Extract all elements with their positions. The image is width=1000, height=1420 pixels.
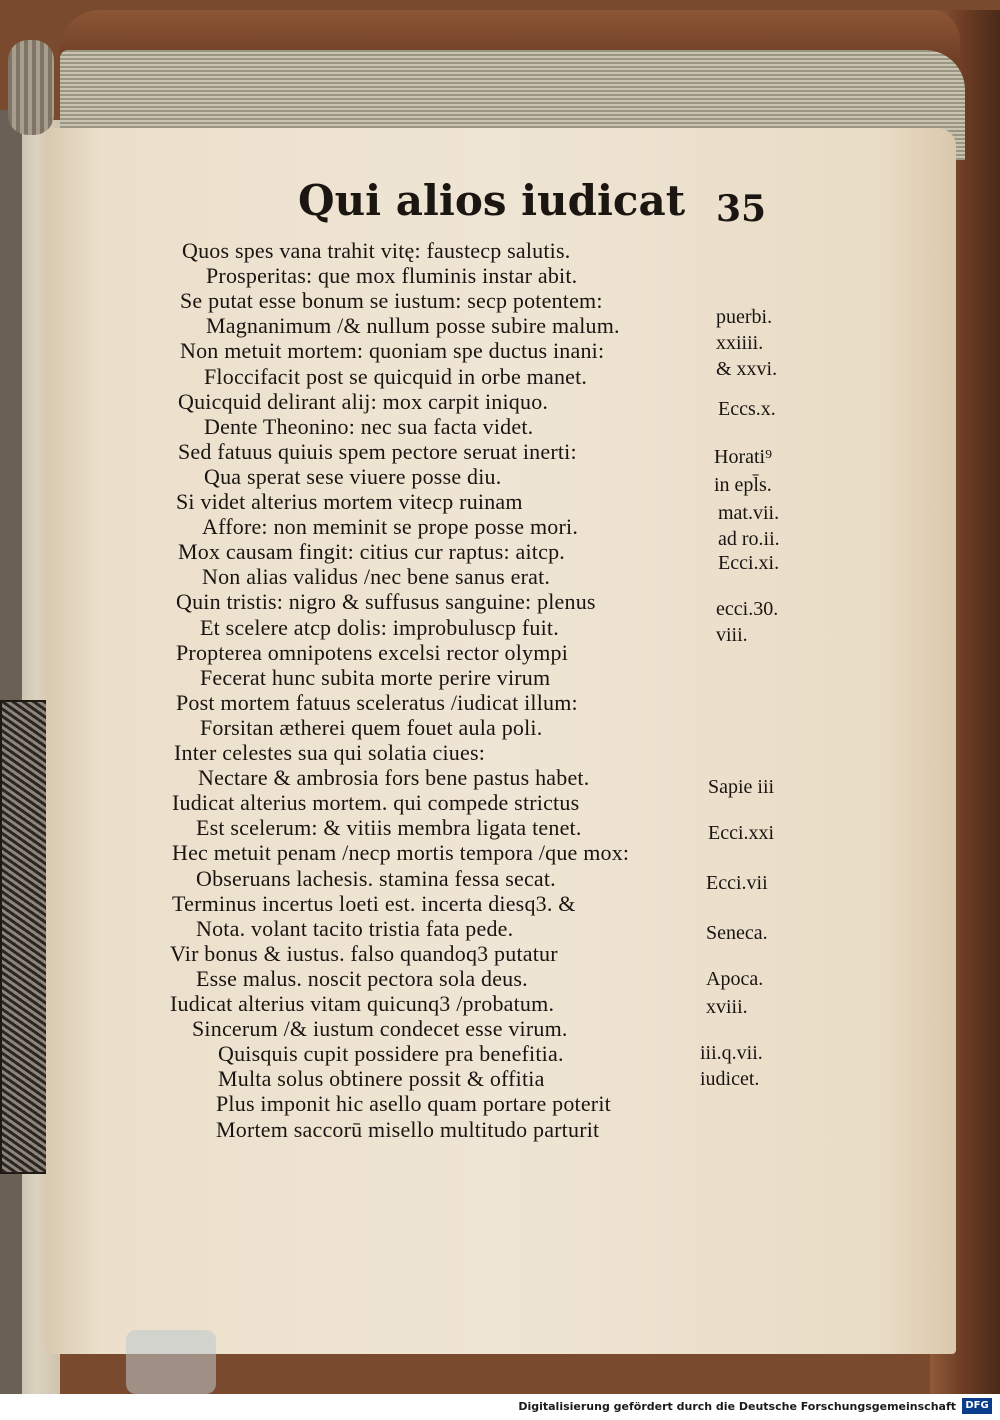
verse-line: Terminus incertus loeti est. incerta diesq3. & — [172, 890, 576, 916]
margin-note: in epl̄s. — [714, 474, 772, 496]
margin-note: & xxvi. — [716, 358, 778, 380]
verse-line: Si videt alterius mortem vitecp ruinam — [176, 489, 523, 514]
verse-line: Floccifacit post se quicquid in orbe manet. — [204, 363, 588, 389]
verse-line: Plus imponit hic asello quam portare poterit — [216, 1091, 611, 1117]
verse-line: Et scelere atcp dolis: improbuluscp fuit. — [200, 614, 559, 640]
margin-note: iudicet. — [700, 1068, 760, 1090]
verse-line: Nota. volant tacito tristia fata pede. — [196, 915, 514, 941]
margin-note: Apoca. — [706, 968, 764, 990]
verse-line: Prosperitas: que mox fluminis instar abit. — [206, 263, 578, 289]
verse-line: Inter celestes sua qui solatia ciues: — [174, 740, 486, 765]
margin-note: xviii. — [706, 996, 748, 1018]
verse-line: Se putat esse bonum se iustum: secp potentem: — [180, 288, 603, 314]
margin-note: xxiiii. — [716, 332, 764, 354]
margin-note: Seneca. — [706, 922, 768, 944]
margin-note: viii. — [716, 624, 748, 646]
verse-line: Quicquid delirant alij: mox carpit iniquo. — [178, 388, 549, 414]
verse-line: Obseruans lachesis. stamina fessa secat. — [196, 865, 556, 891]
verse-line: Sincerum /& iustum condecet esse virum. — [192, 1016, 568, 1042]
verse-line: Quin tristis: nigro & suffusus sanguine: plenus — [176, 589, 596, 615]
margin-note: Ecci.xi. — [718, 552, 780, 574]
verse-line: Propterea omnipotens excelsi rector olympi — [176, 639, 569, 665]
verse-line: Sed fatuus quiuis spem pectore seruat inerti: — [178, 438, 577, 464]
verse-line: Affore: non meminit se prope posse mori. — [202, 514, 579, 540]
verse-line: Nectare & ambrosia fors bene pastus habet. — [198, 765, 590, 791]
verse-line: Vir bonus & iustus. falso quandoq3 putatur — [170, 940, 558, 966]
verse-line: Est scelerum: & vitiis membra ligata tenet. — [196, 815, 582, 841]
margin-note: Ecci.vii — [706, 872, 768, 894]
margin-note: Sapie iii — [708, 776, 775, 798]
verse-line: Magnanimum /& nullum posse subire malum. — [206, 313, 620, 339]
margin-note: mat.vii. — [718, 502, 780, 524]
dfg-logo: DFG — [962, 1398, 992, 1414]
verse-line: Quos spes vana trahit vitę: faustecp salutis. — [182, 238, 571, 263]
verse-line: Quisquis cupit possidere pra benefitia. — [218, 1041, 564, 1067]
verse-line: Mox causam fingit: citius cur raptus: aitcp. — [178, 539, 565, 565]
verse-line: Dente Theonino: nec sua facta videt. — [204, 413, 534, 439]
binding-cord — [8, 40, 54, 135]
margin-note: Eccs.x. — [718, 398, 776, 420]
verse-line: Iudicat alterius mortem. qui compede strictus — [172, 790, 580, 816]
verse-line: Post mortem fatuus sceleratus /iudicat illum: — [176, 689, 578, 715]
margin-note: ecci.30. — [716, 598, 779, 620]
margin-note: puerbi. — [716, 306, 773, 328]
verse-line: Qua sperat sese viuere posse diu. — [204, 463, 502, 489]
margin-note: Ecci.xxi — [708, 822, 775, 844]
folio-number: 35 — [716, 188, 767, 230]
margin-note: Horati⁹ — [714, 446, 773, 468]
verse-line: Hec metuit penam /necp mortis tempora /que mox: — [172, 840, 630, 866]
verse-line: Forsitan ætherei quem fouet aula poli. — [200, 714, 543, 740]
margin-note: ad ro.ii. — [718, 528, 780, 550]
verse-line: Non alias validus /nec bene sanus erat. — [202, 564, 551, 590]
woodcut-illustration — [0, 700, 48, 1174]
running-head: Qui alios iudicat — [298, 176, 686, 225]
verse-line: Esse malus. noscit pectora sola deus. — [196, 965, 528, 991]
page-holder-clip — [126, 1330, 216, 1394]
footer-bar — [0, 1394, 1000, 1420]
verse-line: Iudicat alterius vitam quicunq3 /probatum. — [170, 991, 555, 1016]
verse-line: Non metuit mortem: quoniam spe ductus inani: — [180, 338, 605, 364]
verse-line: Multa solus obtinere possit & offitia — [218, 1066, 545, 1092]
margin-note: iii.q.vii. — [700, 1042, 763, 1064]
funding-credit: Digitalisierung gefördert durch die Deutsche Forschungsgemeinschaft — [518, 1400, 956, 1413]
verse-line: Mortem saccorū misello multitudo parturit — [216, 1116, 600, 1142]
verse-line: Fecerat hunc subita morte perire virum — [200, 664, 551, 690]
